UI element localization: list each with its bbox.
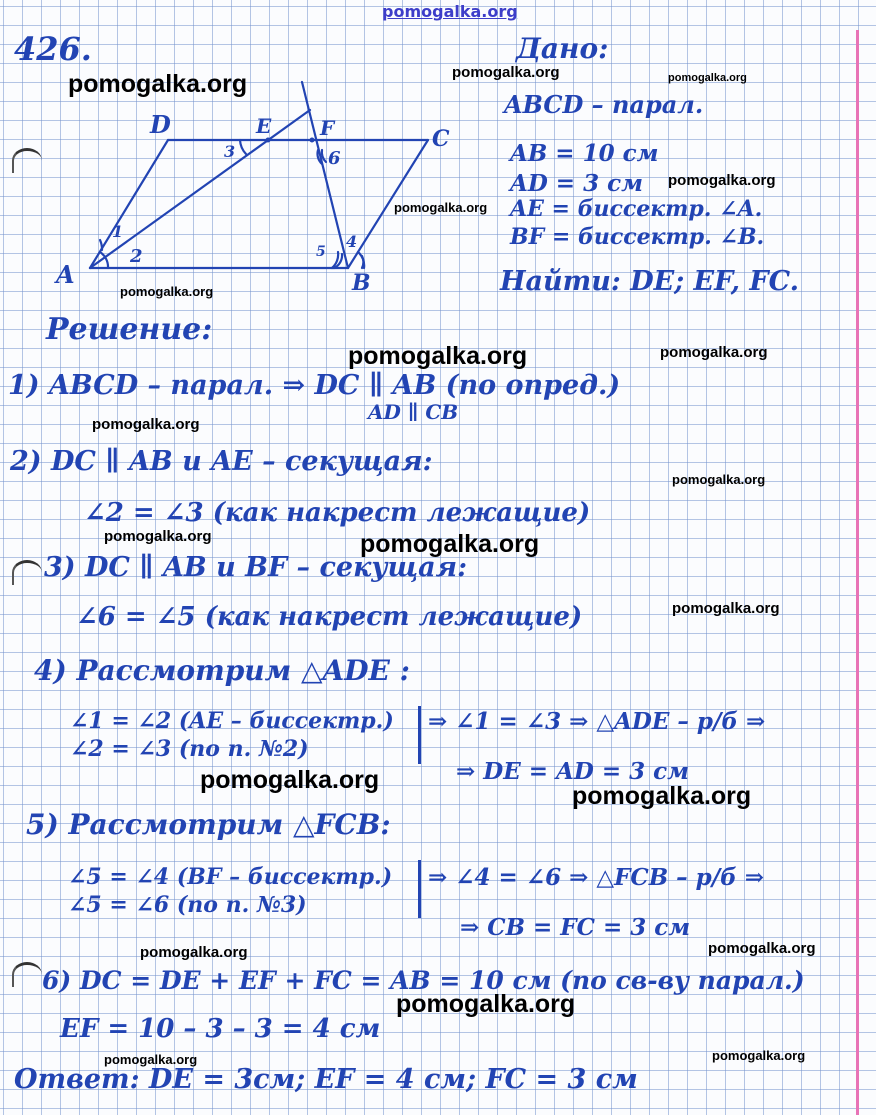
vertex-a-label: A — [56, 260, 75, 289]
step-5-line: ∠5 = ∠6 (по п. №3) — [68, 892, 307, 918]
step-6: 6) DC = DE + EF + FC = AB = 10 см (по св-ву парал.) — [42, 966, 805, 995]
watermark: pomogalka.org — [708, 940, 816, 957]
arc-angle-3 — [240, 140, 246, 154]
implication-bracket — [418, 706, 421, 764]
arc-angle-1 — [100, 240, 102, 250]
step-1-b: AD ∥ CB — [368, 400, 459, 424]
step-6-b: EF = 10 – 3 – 3 = 4 см — [60, 1014, 381, 1044]
vertex-e-label: E — [256, 114, 272, 138]
watermark: pomogalka.org — [672, 600, 780, 617]
watermark: pomogalka.org — [200, 766, 380, 794]
step-5-conclusion: ⇒ ∠4 = ∠6 ⇒ △FCB – р/б ⇒ — [428, 864, 765, 891]
vertex-b-label: B — [352, 270, 371, 296]
figure-svg — [40, 70, 460, 310]
solution-title: Решение: — [46, 312, 213, 347]
step-1: 1) ABCD – парал. ⇒ DC ∥ AB (по опред.) — [8, 370, 621, 401]
step-4: 4) Рассмотрим △ADE : — [34, 654, 410, 687]
given-line: BF = биссектр. ∠B. — [510, 224, 765, 250]
watermark: pomogalka.org — [120, 284, 214, 299]
step-2: 2) DC ∥ AB и AE – секущая: — [10, 446, 433, 477]
angle-2-label: 2 — [130, 246, 143, 267]
given-line: ABCD – парал. — [504, 90, 704, 119]
vertex-f-label: F — [320, 116, 335, 140]
watermark: pomogalka.org — [104, 1052, 198, 1067]
find-line: Найти: DE; EF, FC. — [500, 266, 799, 297]
vertex-c-label: C — [432, 126, 450, 152]
binder-hole — [12, 962, 42, 987]
answer-line: Ответ: DE = 3см; EF = 4 см; FC = 3 см — [14, 1064, 638, 1095]
watermark: pomogalka.org — [668, 72, 747, 84]
angle-3-label: 3 — [224, 142, 236, 161]
step-2-b: ∠2 = ∠3 (как накрест лежащие) — [84, 498, 591, 528]
bisector-bf — [302, 82, 348, 268]
watermark: pomogalka.org — [572, 782, 752, 810]
margin-line — [856, 30, 859, 1115]
vertex-d-label: D — [150, 110, 171, 139]
step-5-line: ∠5 = ∠4 (BF – биссектр.) — [68, 864, 393, 890]
step-4-line: ∠1 = ∠2 (AE – биссектр.) — [70, 708, 394, 734]
watermark: pomogalka.org — [672, 472, 766, 487]
angle-6-label: 6 — [328, 148, 341, 169]
step-3-b: ∠6 = ∠5 (как накрест лежащие) — [76, 602, 583, 632]
watermark: pomogalka.org — [104, 528, 212, 545]
point-e — [266, 138, 271, 143]
point-f — [310, 138, 315, 143]
angle-4-label: 4 — [346, 232, 358, 251]
watermark: pomogalka.org — [68, 70, 248, 98]
watermark: pomogalka.org — [396, 990, 576, 1018]
watermark: pomogalka.org — [452, 64, 560, 81]
binder-hole — [12, 560, 42, 585]
binder-hole — [12, 148, 42, 173]
watermark: pomogalka.org — [394, 200, 488, 215]
step-4-line: ∠2 = ∠3 (по п. №2) — [70, 736, 309, 762]
watermark: pomogalka.org — [140, 944, 248, 961]
implication-bracket — [418, 860, 421, 918]
step-4-conclusion: ⇒ DE = AD = 3 см — [456, 758, 689, 785]
step-3: 3) DC ∥ AB и BF – секущая: — [44, 552, 468, 583]
problem-number: 426. — [14, 30, 92, 68]
watermark: pomogalka.org — [712, 1048, 806, 1063]
given-title: Дано: — [516, 32, 609, 65]
watermark: pomogalka.org — [360, 530, 540, 558]
step-4-conclusion: ⇒ ∠1 = ∠3 ⇒ △ADE – р/б ⇒ — [428, 708, 766, 735]
step-5-conclusion: ⇒ CB = FC = 3 см — [460, 914, 691, 941]
arc-angle-4b — [362, 256, 363, 268]
given-line: AD = 3 см — [510, 170, 643, 197]
angle-5-label: 5 — [316, 244, 326, 260]
watermark: pomogalka.org — [92, 416, 200, 433]
watermark: pomogalka.org — [660, 344, 768, 361]
watermark: pomogalka.org — [348, 342, 528, 370]
parallelogram-figure — [40, 70, 460, 314]
given-line: AE = биссектр. ∠A. — [510, 196, 763, 222]
angle-1-label: 1 — [112, 222, 124, 241]
step-5: 5) Рассмотрим △FCB: — [26, 808, 391, 841]
watermark: pomogalka.org — [668, 172, 776, 189]
given-line: AB = 10 см — [510, 140, 659, 167]
bisector-ae — [90, 110, 310, 268]
site-link[interactable]: pomogalka.org — [382, 2, 518, 21]
